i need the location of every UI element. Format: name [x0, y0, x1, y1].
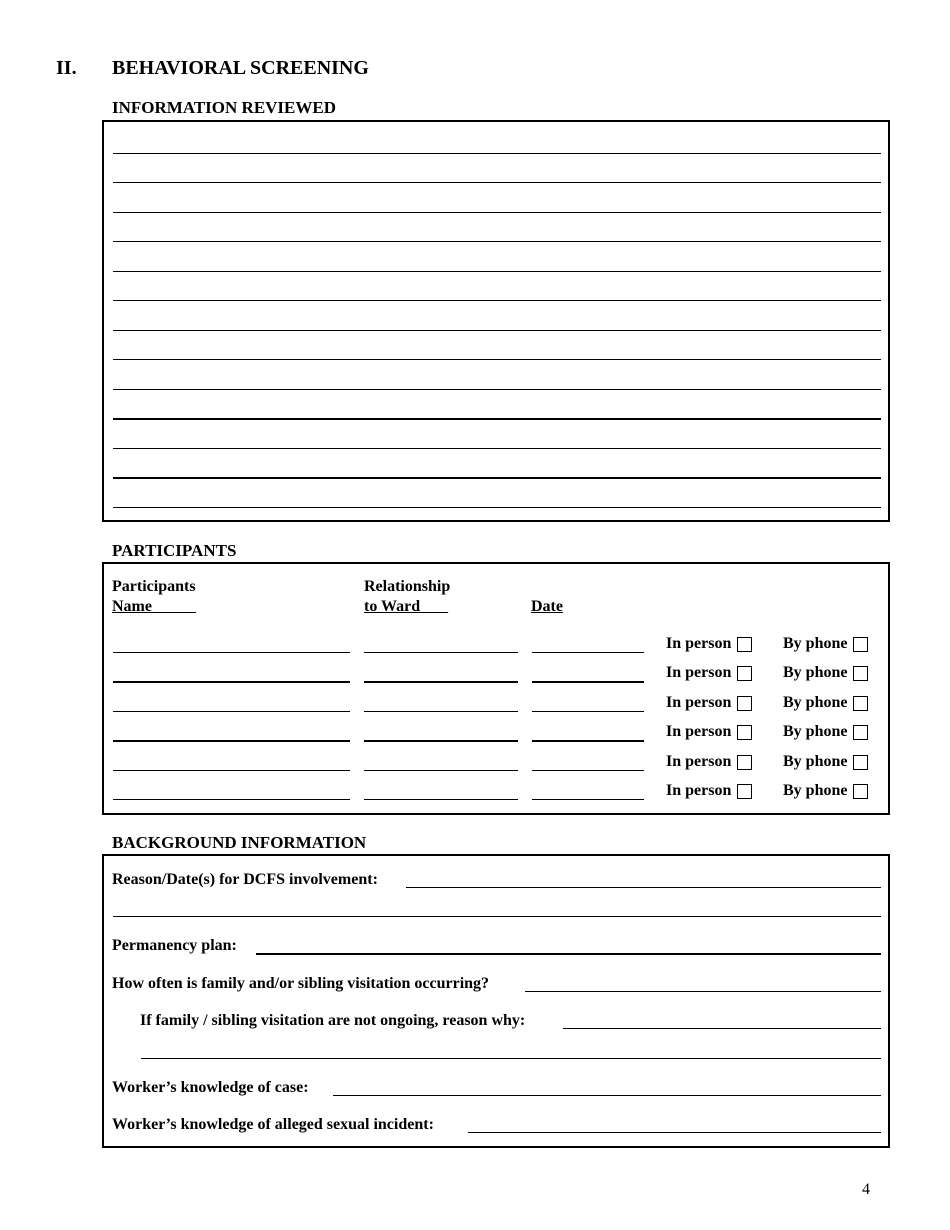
by-phone-label: By phone	[783, 753, 848, 770]
info-reviewed-box	[102, 120, 890, 522]
col-head-rel-line1: Relationship	[364, 578, 451, 595]
in-person-checkbox[interactable]	[737, 725, 752, 740]
info-reviewed-line[interactable]	[113, 241, 881, 242]
in-person-checkbox[interactable]	[737, 666, 752, 681]
in-person-label: In person	[666, 664, 732, 681]
col-head-relationship	[364, 577, 450, 617]
visitation-field[interactable]	[525, 991, 881, 992]
in-person-checkbox[interactable]	[737, 755, 752, 770]
not-ongoing-field[interactable]	[563, 1028, 881, 1029]
by-phone-option	[783, 694, 868, 712]
by-phone-checkbox[interactable]	[853, 666, 868, 681]
by-phone-checkbox[interactable]	[853, 784, 868, 799]
col-head-date: Date	[531, 598, 563, 615]
info-reviewed-line[interactable]	[113, 448, 881, 449]
col-head-name	[112, 577, 196, 617]
in-person-option	[666, 723, 752, 741]
worker-incident-field[interactable]	[468, 1132, 881, 1133]
reason-field-continued[interactable]	[113, 916, 881, 917]
worker-case-label: Worker’s knowledge of case:	[112, 1079, 309, 1096]
info-reviewed-line[interactable]	[113, 182, 881, 183]
by-phone-checkbox[interactable]	[853, 725, 868, 740]
by-phone-checkbox[interactable]	[853, 755, 868, 770]
participant-date-field[interactable]	[532, 740, 644, 742]
background-box	[102, 854, 890, 1148]
participant-name-field[interactable]	[113, 652, 350, 653]
in-person-option	[666, 664, 752, 682]
in-person-option	[666, 753, 752, 771]
participants-box	[102, 562, 890, 815]
by-phone-option	[783, 753, 868, 771]
participant-relationship-field[interactable]	[364, 770, 518, 771]
col-head-name-line1: Participants	[112, 578, 196, 595]
info-reviewed-heading: INFORMATION REVIEWED	[112, 98, 337, 117]
in-person-label: In person	[666, 723, 732, 740]
info-reviewed-line[interactable]	[113, 212, 881, 213]
permanency-field[interactable]	[256, 953, 881, 955]
participant-name-field[interactable]	[113, 770, 350, 771]
in-person-option	[666, 782, 752, 800]
in-person-option	[666, 694, 752, 712]
by-phone-option	[783, 723, 868, 741]
permanency-label: Permanency plan:	[112, 937, 237, 954]
col-head-rel-line2-text: to Ward	[364, 598, 421, 615]
in-person-label: In person	[666, 782, 732, 799]
participant-relationship-field[interactable]	[364, 681, 518, 683]
in-person-checkbox[interactable]	[737, 696, 752, 711]
info-reviewed-line[interactable]	[113, 418, 881, 420]
info-reviewed-line[interactable]	[113, 330, 881, 331]
by-phone-checkbox[interactable]	[853, 637, 868, 652]
participant-name-field[interactable]	[113, 799, 350, 800]
reason-label: Reason/Date(s) for DCFS involvement:	[112, 871, 378, 888]
participant-name-field[interactable]	[113, 740, 350, 742]
participant-name-field[interactable]	[113, 681, 350, 683]
worker-case-field[interactable]	[333, 1095, 881, 1096]
participant-name-field[interactable]	[113, 711, 350, 712]
col-head-name-line2	[112, 597, 196, 617]
participant-relationship-field[interactable]	[364, 711, 518, 712]
info-reviewed-line[interactable]	[113, 477, 881, 479]
by-phone-label: By phone	[783, 635, 848, 652]
participant-date-field[interactable]	[532, 652, 644, 653]
participant-date-field[interactable]	[532, 681, 644, 683]
in-person-option	[666, 635, 752, 653]
background-heading: BACKGROUND INFORMATION	[112, 833, 367, 852]
col-head-name-line2-text: Name	[112, 598, 152, 615]
not-ongoing-field-continued[interactable]	[141, 1058, 881, 1059]
section-number: II.	[56, 57, 77, 79]
by-phone-checkbox[interactable]	[853, 696, 868, 711]
in-person-label: In person	[666, 694, 732, 711]
info-reviewed-line[interactable]	[113, 153, 881, 154]
info-reviewed-line[interactable]	[113, 507, 881, 508]
in-person-label: In person	[666, 635, 732, 652]
info-reviewed-line[interactable]	[113, 271, 881, 272]
info-reviewed-line[interactable]	[113, 359, 881, 360]
participant-relationship-field[interactable]	[364, 652, 518, 653]
participant-relationship-field[interactable]	[364, 799, 518, 800]
worker-incident-label: Worker’s knowledge of alleged sexual incident:	[112, 1116, 434, 1133]
not-ongoing-label: If family / sibling visitation are not ongoing, reason why:	[140, 1012, 526, 1029]
reason-field[interactable]	[406, 887, 881, 888]
visitation-label: How often is family and/or sibling visitation occurring?	[112, 975, 490, 992]
by-phone-option	[783, 635, 868, 653]
by-phone-label: By phone	[783, 664, 848, 681]
by-phone-option	[783, 782, 868, 800]
by-phone-label: By phone	[783, 723, 848, 740]
by-phone-option	[783, 664, 868, 682]
info-reviewed-line[interactable]	[113, 389, 881, 390]
by-phone-label: By phone	[783, 694, 848, 711]
info-reviewed-line[interactable]	[113, 300, 881, 301]
col-head-rel-line2	[364, 597, 450, 617]
participant-date-field[interactable]	[532, 711, 644, 712]
by-phone-label: By phone	[783, 782, 848, 799]
in-person-label: In person	[666, 753, 732, 770]
participant-date-field[interactable]	[532, 770, 644, 771]
page-number: 4	[862, 1181, 870, 1198]
section-title: BEHAVIORAL SCREENING	[112, 57, 369, 79]
in-person-checkbox[interactable]	[737, 784, 752, 799]
participants-heading: PARTICIPANTS	[112, 541, 237, 560]
participant-relationship-field[interactable]	[364, 740, 518, 742]
participant-date-field[interactable]	[532, 799, 644, 800]
in-person-checkbox[interactable]	[737, 637, 752, 652]
